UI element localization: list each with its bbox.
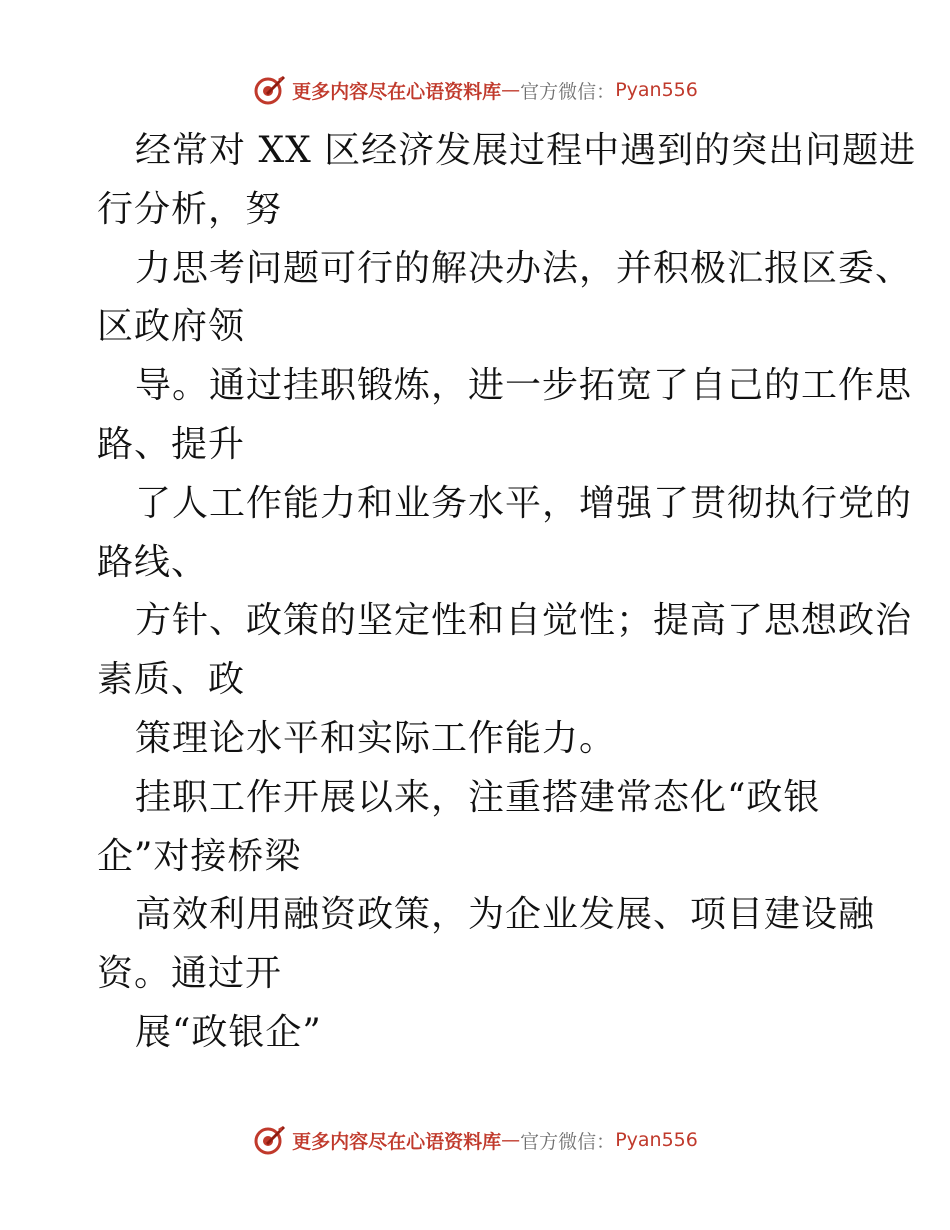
watermark-label: 官方微信： bbox=[520, 80, 616, 103]
watermark-label: 官方微信： bbox=[520, 1130, 616, 1153]
text-line: 了人工作能力和业务水平，增强了贯彻执行党的 bbox=[135, 482, 913, 524]
header-watermark bbox=[0, 70, 950, 110]
watermark-brand: 更多内容尽在心语资料库 bbox=[292, 80, 502, 103]
text-line: 经常对 XX 区经济发展过程中遇到的突出问题进 bbox=[135, 130, 917, 171]
quill-seal-icon bbox=[252, 1123, 286, 1157]
footer-watermark bbox=[0, 1120, 950, 1160]
text-line: 行分析，努 bbox=[97, 188, 283, 230]
watermark-account: Pyan556 bbox=[615, 1129, 698, 1151]
text-line: 力思考问题可行的解决办法，并积极汇报区委、 bbox=[135, 247, 913, 289]
text-line: 展“政银企” bbox=[135, 1011, 322, 1053]
text-line: 挂职工作开展以来，注重搭建常态化“政银 bbox=[135, 776, 821, 818]
text-line: 策理论水平和实际工作能力。 bbox=[135, 717, 617, 759]
text-line: 高效利用融资政策，为企业发展、项目建设融 bbox=[135, 894, 876, 936]
text-line: 导。通过挂职锻炼，进一步拓宽了自己的工作思 bbox=[135, 365, 913, 407]
watermark-dash: — bbox=[501, 79, 521, 101]
text-line: 企”对接桥梁 bbox=[97, 835, 302, 877]
text-line: 方针、政策的坚定性和自觉性；提高了思想政治 bbox=[135, 600, 913, 642]
text-line: 区政府领 bbox=[97, 306, 246, 348]
text-line: 路线、 bbox=[97, 541, 209, 583]
document-body bbox=[97, 122, 917, 1063]
watermark-dash: — bbox=[501, 1129, 521, 1151]
watermark-brand: 更多内容尽在心语资料库 bbox=[292, 1130, 502, 1153]
text-line: 资。通过开 bbox=[97, 953, 283, 995]
text-line: 路、提升 bbox=[97, 423, 246, 465]
quill-seal-icon bbox=[252, 73, 286, 107]
watermark-account: Pyan556 bbox=[615, 79, 698, 101]
text-line: 素质、政 bbox=[97, 659, 246, 701]
